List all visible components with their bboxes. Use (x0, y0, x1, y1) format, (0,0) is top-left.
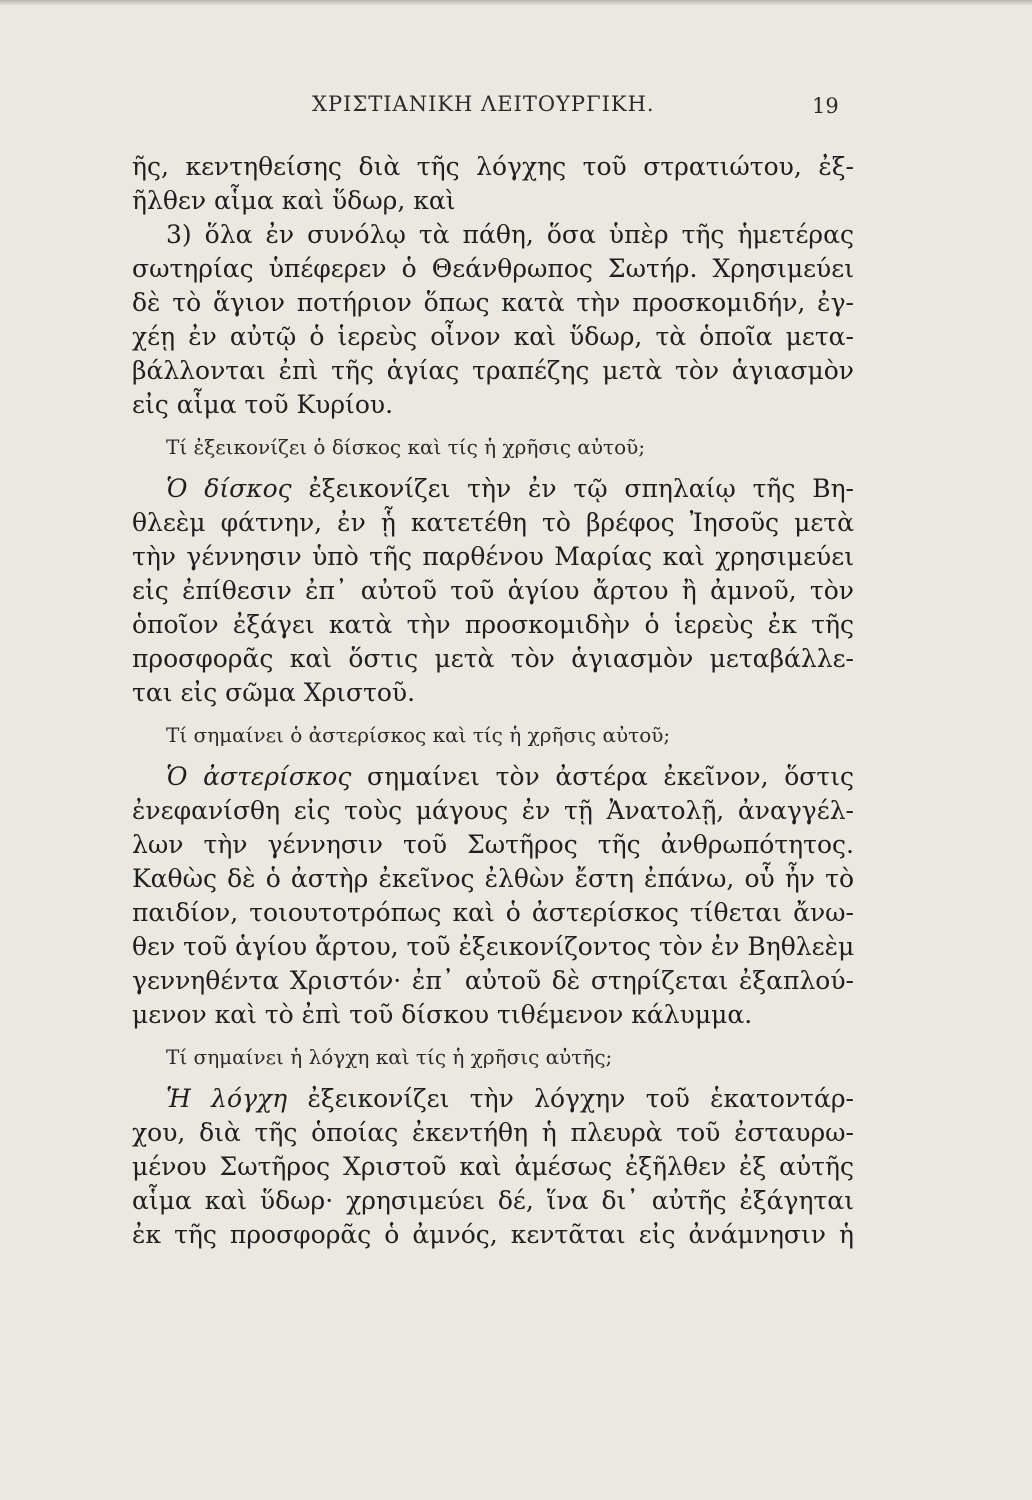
qa-section-asteriskos (132, 720, 854, 1032)
paragraph-continuation (132, 150, 854, 422)
answer-first-line (132, 472, 854, 506)
text-line: χέῃ ἐν αὐτῷ ὁ ἱερεὺς οἶνον καὶ ὕδωρ, τὰ ὁποῖα μετα- (132, 322, 854, 351)
text-line: χου, διὰ τῆς ὁποίας ἐκεντήθη ἡ πλευρὰ τοῦ ἐσταυρω- (132, 1118, 854, 1147)
text-line: γεννηθέντα Χριστόν· ἐπ᾽ αὐτοῦ δὲ στηρίζεται ἐξαπλού- (132, 966, 854, 995)
text-line: βάλλονται ἐπὶ τῆς ἁγίας τραπέζης μετὰ τὸν ἁγιασμὸν (132, 356, 854, 385)
text-line: εἰς ἐπίθεσιν ἐπ᾽ αὐτοῦ τοῦ ἁγίου ἄρτου ἢ ἀμνοῦ, τὸν (132, 576, 854, 605)
text-line: εἰς αἷμα τοῦ Κυρίου. (132, 390, 394, 419)
answer-first-text: ἐξεικονίζει τὴν λόγχην τοῦ ἑκατοντάρ- (287, 1084, 854, 1113)
text-line: ῆς, κεντηθείσης διὰ τῆς λόγχης τοῦ στρατιώτου, ἐξ- (132, 152, 854, 181)
text-line: λων τὴν γέννησιν τοῦ Σωτῆρος τῆς ἀνθρωπότητος. (132, 830, 854, 859)
text-line: ῆλθεν αἷμα καὶ ὕδωρ, καὶ (132, 186, 456, 215)
text-line: θλεὲμ φάτνην, ἐν ᾗ κατετέθη τὸ βρέφος Ἰησοῦς μετὰ (132, 508, 854, 537)
text-line: παιδίον, τοιουτοτρόπως καὶ ὁ ἀστερίσκος τίθεται ἄνω- (132, 898, 854, 927)
text-line: τὴν γέννησιν ὑπὸ τῆς παρθένου Μαρίας καὶ χρησιμεύει (132, 542, 854, 571)
page-top-edge (0, 0, 1032, 6)
page-header (0, 92, 1032, 122)
text-line: ὁποῖον ἐξάγει κατὰ τὴν προσκομιδὴν ὁ ἱερεὺς ἐκ τῆς (132, 610, 854, 639)
text-line: προσφορᾶς καὶ ὅστις μετὰ τὸν ἁγιασμὸν μεταβάλλε- (132, 644, 854, 673)
answer-first-line (132, 1082, 854, 1116)
question-heading: Τί ἐξεικονίζει ὁ δίσκος καὶ τίς ἡ χρῆσις αὐτοῦ; (166, 435, 646, 459)
text-line: αἷμα καὶ ὕδωρ· χρησιμεύει δέ, ἵνα δι᾽ αὐτῆς ἐξάγηται (132, 1186, 854, 1215)
answer-term: Ἡ λόγχη (166, 1084, 288, 1113)
text-line: Καθὼς δὲ ὁ ἀστὴρ ἐκεῖνος ἐλθὼν ἔστη ἐπάνω, οὗ ἦν τὸ (132, 864, 854, 893)
answer-first-line (132, 760, 854, 794)
answer-term: Ὁ ἀστερίσκος (166, 762, 352, 791)
answer-term: Ὁ δίσκος (166, 474, 292, 503)
text-line: ται εἰς σῶμα Χριστοῦ. (132, 678, 416, 707)
qa-section-diskos (132, 432, 854, 710)
qa-section-logchi (132, 1042, 854, 1252)
text-line: μενον καὶ τὸ ἐπὶ τοῦ δίσκου τιθέμενον κάλυμμα. (132, 1000, 753, 1029)
text-line: σωτηρίας ὑπέφερεν ὁ Θεάνθρωπος Σωτήρ. Χρησιμεύει (132, 254, 854, 283)
running-head: ΧΡΙΣΤΙΑΝΙΚΗ ΛΕΙΤΟΥΡΓΙΚΗ. (312, 92, 655, 116)
text-line: ἐκ τῆς προσφορᾶς ὁ ἀμνός, κεντᾶται εἰς ἀνάμνησιν ἡ (132, 1220, 854, 1249)
page-number: 19 (812, 94, 839, 118)
question-heading: Τί σημαίνει ἡ λόγχη καὶ τίς ἡ χρῆσις αὐτῆς; (166, 1045, 613, 1069)
text-line: δὲ τὸ ἅγιον ποτήριον ὅπως κατὰ τὴν προσκομιδήν, ἐγ- (132, 288, 854, 317)
answer-first-text: ἐξεικονίζει τὴν ἐν τῷ σπηλαίῳ τῆς Βη- (291, 474, 854, 503)
text-line: μένου Σωτῆρος Χριστοῦ καὶ ἀμέσως ἐξῆλθεν ἐξ αὐτῆς (132, 1152, 854, 1181)
text-line: θεν τοῦ ἁγίου ἄρτου, τοῦ ἐξεικονίζοντος τὸν ἐν Βηθλεὲμ (132, 932, 854, 961)
text-line: 3) ὅλα ἐν συνόλῳ τὰ πάθη, ὅσα ὑπὲρ τῆς ἡμετέρας (166, 220, 854, 249)
text-line: ἐνεφανίσθη εἰς τοὺς μάγους ἐν τῇ Ἀνατολῇ, ἀναγγέλ- (132, 796, 854, 825)
question-heading: Τί σημαίνει ὁ ἀστερίσκος καὶ τίς ἡ χρῆσις αὐτοῦ; (166, 723, 671, 747)
page-body (132, 150, 854, 1252)
answer-first-text: σημαίνει τὸν ἀστέρα ἐκεῖνον, ὅστις (351, 762, 854, 791)
